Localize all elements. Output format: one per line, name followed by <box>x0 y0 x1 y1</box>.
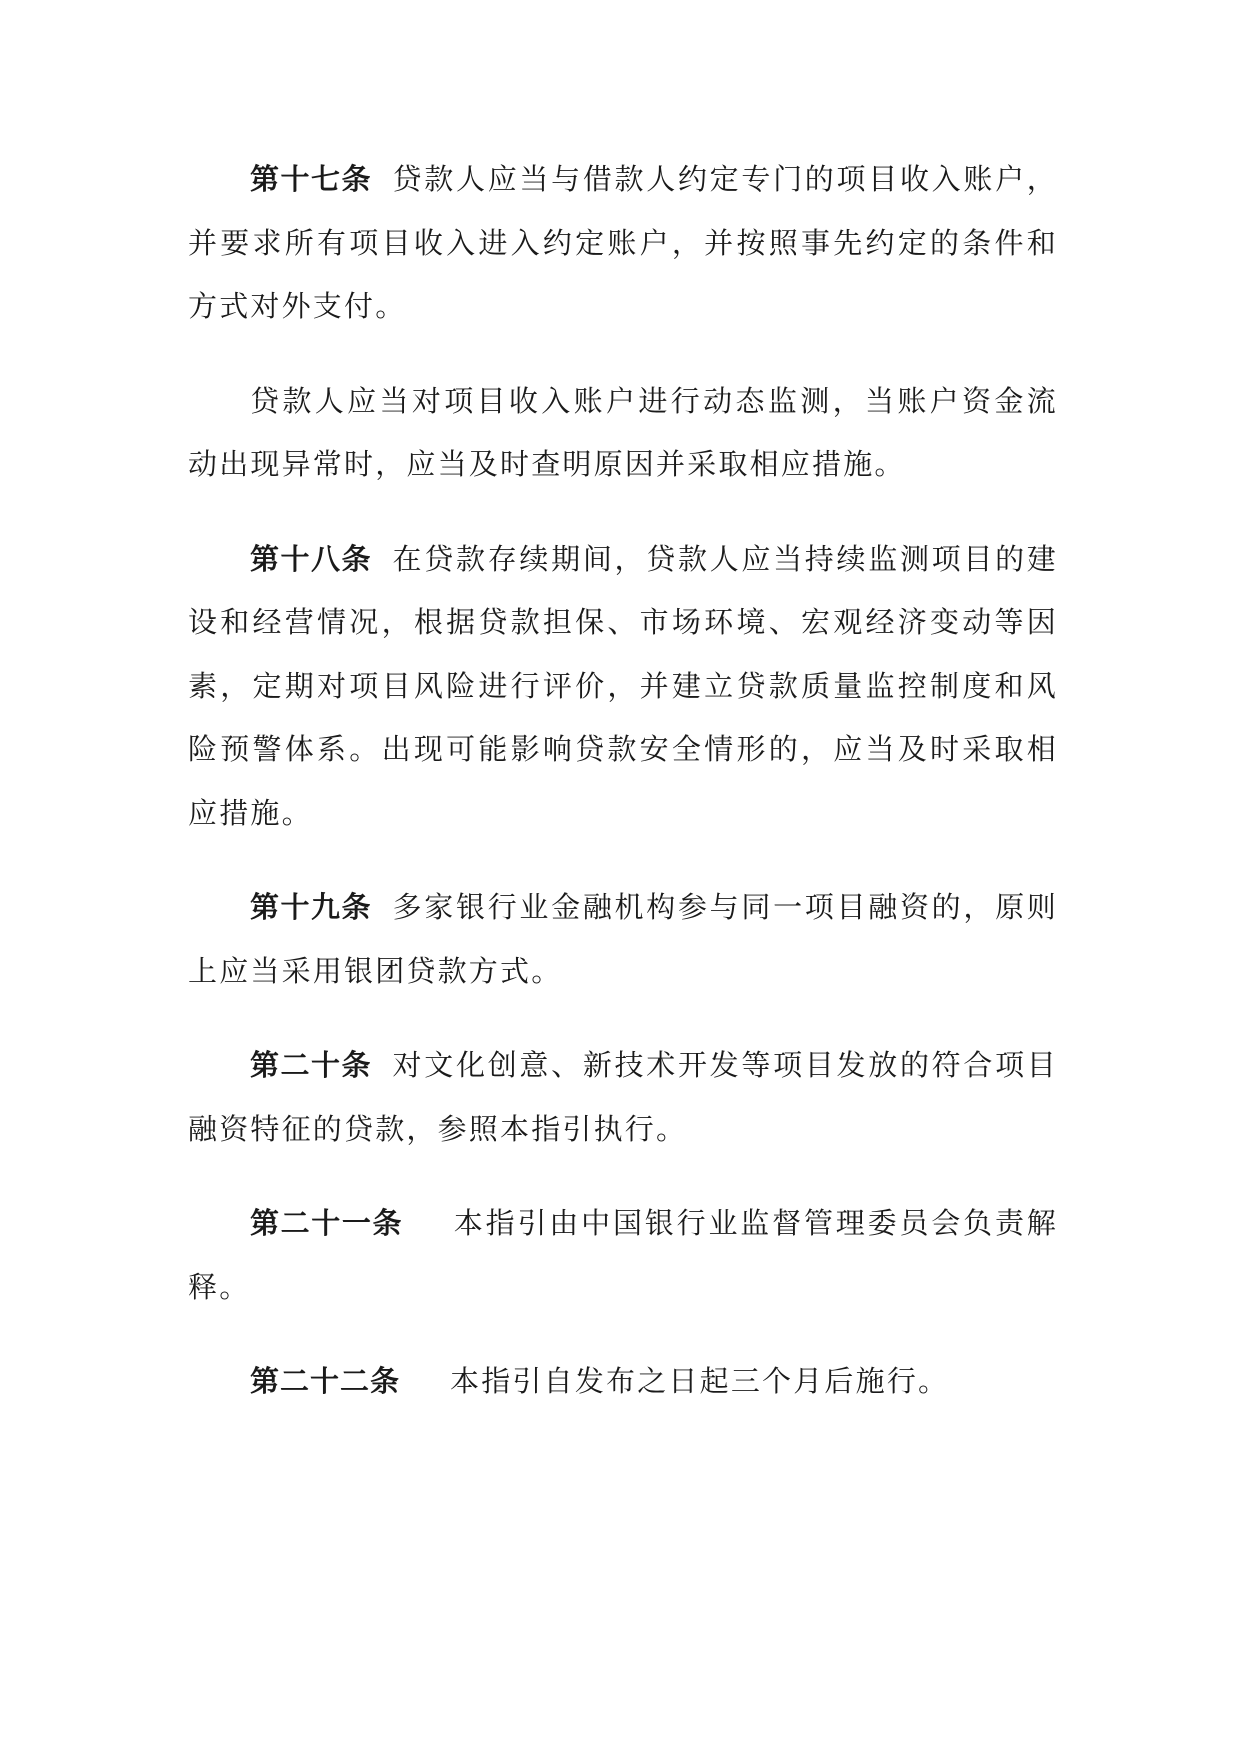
article-number: 第十九条 <box>250 890 373 924</box>
article-number: 第二十条 <box>250 1048 373 1082</box>
article-20 <box>188 1034 1058 1161</box>
article-19 <box>188 876 1058 1003</box>
article-text: 多家银行业金融机构参与同一项目融资的，原则上应当采用银团贷款方式。 <box>188 890 1058 988</box>
article-18 <box>188 528 1058 846</box>
article-text: 本指引由中国银行业监督管理委员会负责解释。 <box>188 1206 1058 1304</box>
article-text: 对文化创意、新技术开发等项目发放的符合项目融资特征的贷款，参照本指引执行。 <box>188 1048 1058 1146</box>
article-17-paragraph-2 <box>188 370 1058 497</box>
article-text: 在贷款存续期间，贷款人应当持续监测项目的建设和经营情况，根据贷款担保、市场环境、宏观经济变动等因素，定期对项目风险进行评价，并建立贷款质量监控制度和风险预警体系。出现可能影响贷款安全情形的，应当及时采取相应措施。 <box>188 541 1058 830</box>
article-17 <box>188 148 1058 339</box>
article-number: 第十七条 <box>250 162 373 196</box>
article-22 <box>188 1350 1058 1414</box>
article-number: 第二十二条 <box>250 1364 401 1398</box>
document-body <box>188 148 1058 1445</box>
article-21 <box>188 1192 1058 1319</box>
article-text: 贷款人应当与借款人约定专门的项目收入账户，并要求所有项目收入进入约定账户，并按照事先约定的条件和方式对外支付。 <box>188 162 1058 323</box>
article-text: 本指引自发布之日起三个月后施行。 <box>450 1364 950 1398</box>
article-number: 第十八条 <box>250 541 373 576</box>
article-text: 贷款人应当对项目收入账户进行动态监测，当账户资金流动出现异常时，应当及时查明原因并采取相应措施。 <box>188 383 1058 481</box>
article-number: 第二十一条 <box>250 1206 404 1240</box>
